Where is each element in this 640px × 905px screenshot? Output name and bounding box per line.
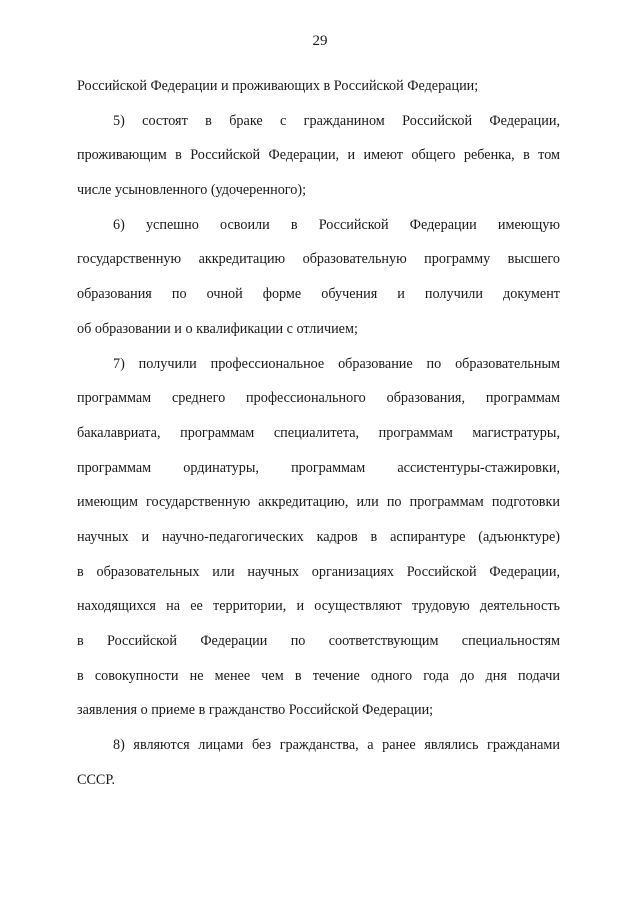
text-line: проживающим в Российской Федерации, и имеют общего ребенка, в том [77, 147, 560, 164]
text-line: в Российской Федерации по соответствующим специальностям [77, 633, 560, 649]
text-line: СССР. [77, 771, 116, 788]
text-line: числе усыновленного (удочеренного); [77, 182, 307, 199]
text-line: 7) получили профессиональное образование по образовательным [113, 355, 560, 372]
text-line: 5) состоят в браке с гражданином Российской Федерации, [113, 112, 560, 129]
text-line: находящихся на ее территории, и осуществляют трудовую деятельность [77, 598, 560, 615]
text-line: 6) успешно освоили в Российской Федерации имеющую [113, 216, 560, 233]
text-line: об образовании и о квалификации с отличием; [77, 320, 358, 337]
text-line: программам среднего профессионального образования, программам [77, 390, 560, 407]
text-line: заявления о приеме в гражданство Российской Федерации; [77, 702, 434, 719]
text-line: Российской Федерации и проживающих в Российской Федерации; [77, 78, 479, 94]
page-number: 29 [312, 33, 328, 49]
text-line: программам ординатуры, программам ассистентуры-стажировки, [77, 459, 560, 476]
document-body [77, 76, 560, 804]
text-line: имеющим государственную аккредитацию, или по программам подготовки [77, 494, 560, 511]
text-line: в образовательных или научных организациях Российской Федерации, [77, 563, 560, 580]
text-line: научных и научно-педагогических кадров в аспирантуре (адъюнктуре) [77, 528, 560, 545]
text-line: бакалавриата, программам специалитета, программам магистратуры, [77, 424, 560, 441]
text-line: 8) являются лицами без гражданства, а ранее являлись гражданами [113, 737, 560, 754]
text-line: образования по очной форме обучения и получили документ [77, 286, 560, 303]
text-line: в совокупности не менее чем в течение одного года до дня подачи [77, 667, 560, 684]
text-line: государственную аккредитацию образовательную программу высшего [77, 251, 560, 268]
